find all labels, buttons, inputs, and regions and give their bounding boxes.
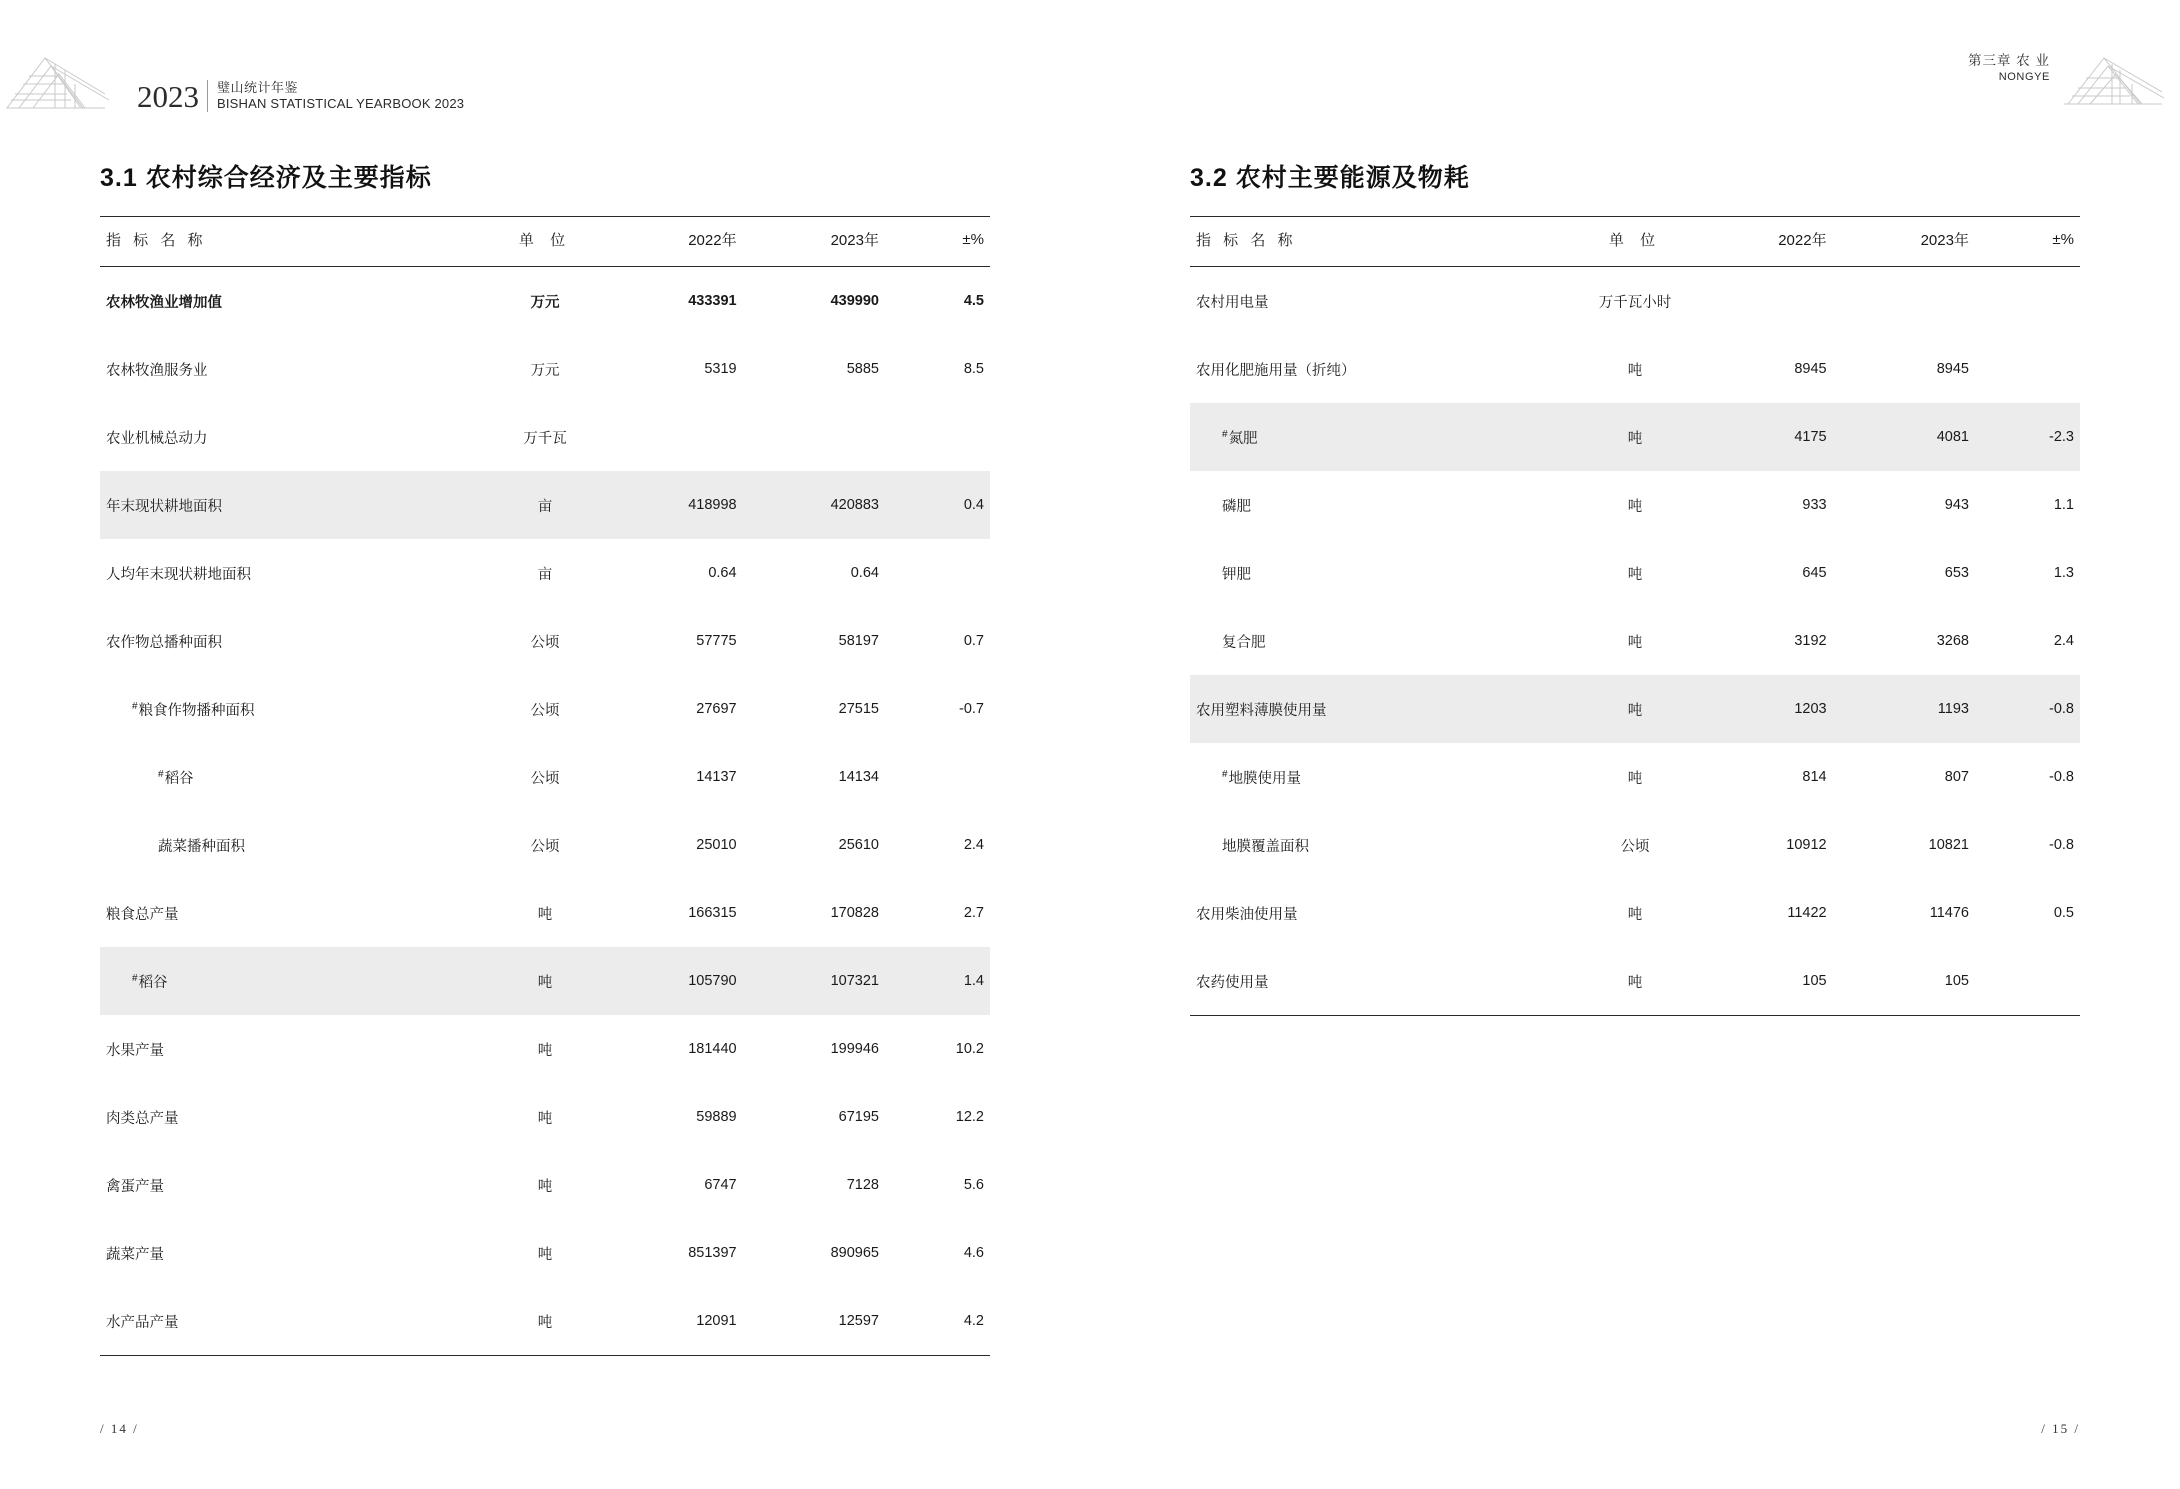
cell-2023: 170828 <box>830 905 879 921</box>
cell-2022: 166315 <box>688 905 737 921</box>
cell-2023: 58197 <box>838 633 879 649</box>
table-row <box>100 675 990 743</box>
cell-2023: 7128 <box>846 1177 879 1193</box>
cell-pct: 0.5 <box>2053 905 2074 921</box>
cell-indicator: #地膜使用量 <box>1222 768 1302 787</box>
masthead <box>100 50 464 112</box>
cell-indicator: #粮食作物播种面积 <box>132 700 255 719</box>
page-number-right: / 15 / <box>2041 1421 2080 1436</box>
page-header-right <box>1190 0 2080 120</box>
table-row <box>100 471 990 539</box>
cell-indicator: 农药使用量 <box>1196 974 1269 991</box>
table-row <box>100 539 990 607</box>
cell-2022 <box>616 403 758 471</box>
cell-2023: 807 <box>1944 769 1969 785</box>
table-row <box>100 1083 990 1151</box>
cell-pct: 2.4 <box>2053 633 2074 649</box>
cell-2022: 181440 <box>688 1041 737 1057</box>
cell-indicator: 农林牧渔业增加值 <box>106 294 222 311</box>
table-bottom-rule <box>100 1355 990 1356</box>
cell-unit: 吨 <box>1627 634 1643 651</box>
cell-unit: 吨 <box>537 1178 553 1195</box>
table-row <box>100 811 990 879</box>
cell-unit: 公顷 <box>1620 838 1650 855</box>
cell-pct: -0.8 <box>2049 769 2074 785</box>
cell-2023: 14134 <box>838 769 879 785</box>
table-row <box>1190 471 2080 539</box>
cell-unit: 公顷 <box>530 770 560 787</box>
table-row <box>1190 743 2080 811</box>
cell-2022: 59889 <box>696 1109 737 1125</box>
page-footer-left <box>100 1421 990 1437</box>
cell-pct: 0.4 <box>901 471 990 539</box>
building-logo-icon <box>2060 52 2170 108</box>
cell-2022: 12091 <box>696 1313 737 1329</box>
cell-unit: 吨 <box>1564 675 1706 743</box>
table-row <box>1190 879 2080 947</box>
chapter-title-en: NONGYE <box>1998 71 2050 84</box>
cell-2022: 27697 <box>696 701 737 717</box>
cell-indicator: #稻谷 <box>158 768 194 787</box>
cell-pct: 4.6 <box>963 1245 984 1261</box>
table-header-row <box>1190 217 2080 267</box>
cell-unit: 吨 <box>537 1246 553 1263</box>
cell-unit: 万千瓦小时 <box>1598 294 1672 311</box>
cell-2023: 107321 <box>759 947 901 1015</box>
table-row <box>1190 403 2080 471</box>
cell-unit: 吨 <box>537 1042 553 1059</box>
cell-2023: 1193 <box>1849 675 1991 743</box>
cell-2023: 653 <box>1944 565 1969 581</box>
cell-2022: 851397 <box>688 1245 737 1261</box>
section-title-right: 3.2 农村主要能源及物耗 <box>1190 164 1470 192</box>
table-row <box>1190 675 2080 743</box>
cell-2022: 1203 <box>1706 675 1848 743</box>
cell-indicator: 农用化肥施用量（折纯） <box>1196 362 1356 379</box>
table-header-row <box>100 217 990 267</box>
cell-indicator: 肉类总产量 <box>106 1110 179 1127</box>
cell-2022: 8945 <box>1794 361 1827 377</box>
cell-indicator: 水果产量 <box>106 1042 164 1059</box>
cell-indicator: 农林牧渔服务业 <box>106 362 208 379</box>
cell-2023: 4081 <box>1849 403 1991 471</box>
chapter-mark <box>1968 52 2080 108</box>
table-row <box>100 335 990 403</box>
cell-unit: 万元 <box>530 294 560 311</box>
cell-pct: 4.2 <box>963 1313 984 1329</box>
cell-pct: 12.2 <box>955 1109 984 1125</box>
section-title-left: 3.1 农村综合经济及主要指标 <box>100 164 432 192</box>
table-row <box>100 1151 990 1219</box>
masthead-year: 2023 <box>137 79 199 114</box>
cell-unit: 万元 <box>530 362 560 379</box>
cell-pct: 8.5 <box>963 361 984 377</box>
cell-indicator: 钾肥 <box>1222 566 1251 583</box>
cell-indicator: #稻谷 <box>100 947 474 1015</box>
table-row <box>100 743 990 811</box>
cell-unit: 吨 <box>1627 974 1643 991</box>
cell-indicator: 地膜覆盖面积 <box>1222 838 1309 855</box>
column-header-unit: 单 位 <box>474 217 616 267</box>
cell-2023: 105 <box>1944 973 1969 989</box>
masthead-title-en: BISHAN STATISTICAL YEARBOOK 2023 <box>217 95 465 111</box>
table-row <box>1190 539 2080 607</box>
cell-2022: 3192 <box>1794 633 1827 649</box>
column-header-2023: 2023年 <box>1849 217 1991 267</box>
table-row <box>100 947 990 1015</box>
cell-2022: 6747 <box>704 1177 737 1193</box>
cell-pct <box>901 403 990 471</box>
cell-2023: 420883 <box>759 471 901 539</box>
cell-2023 <box>1849 267 1991 336</box>
column-header-2023: 2023年 <box>759 217 901 267</box>
page-header-left <box>100 0 990 120</box>
cell-2023: 67195 <box>838 1109 879 1125</box>
column-header-indicator: 指 标 名 称 <box>100 217 474 267</box>
cell-pct <box>901 539 990 607</box>
table-row <box>100 403 990 471</box>
table-row <box>100 267 990 336</box>
cell-2022: 10912 <box>1786 837 1827 853</box>
chapter-title-cn: 第三章 农 业 <box>1967 53 2050 68</box>
cell-pct: 5.6 <box>963 1177 984 1193</box>
cell-unit: 吨 <box>474 947 616 1015</box>
cell-indicator: 人均年末现状耕地面积 <box>106 566 251 583</box>
cell-unit: 吨 <box>1564 403 1706 471</box>
cell-2023: 5885 <box>846 361 879 377</box>
cell-2022: 57775 <box>696 633 737 649</box>
cell-pct <box>901 743 990 811</box>
cell-2023: 11476 <box>1929 905 1969 921</box>
cell-2022 <box>1706 267 1848 336</box>
cell-indicator: 磷肥 <box>1222 498 1251 515</box>
table-row <box>1190 811 2080 879</box>
cell-indicator: 粮食总产量 <box>106 906 179 923</box>
column-header-pct: ±% <box>901 217 990 267</box>
cell-indicator: 农用柴油使用量 <box>1196 906 1298 923</box>
table-rural-energy <box>1190 216 2080 1015</box>
table-row <box>100 607 990 675</box>
cell-unit: 公顷 <box>530 838 560 855</box>
cell-unit: 吨 <box>1627 770 1643 787</box>
building-logo-icon <box>5 50 125 112</box>
cell-pct: 10.2 <box>955 1041 984 1057</box>
cell-pct: 2.7 <box>963 905 984 921</box>
cell-2022: 105790 <box>616 947 758 1015</box>
cell-pct: 2.4 <box>963 837 984 853</box>
cell-unit: 吨 <box>1627 566 1643 583</box>
cell-unit: 吨 <box>537 906 553 923</box>
table-row <box>1190 335 2080 403</box>
cell-2022: 14137 <box>696 769 737 785</box>
cell-unit: 吨 <box>537 1314 553 1331</box>
cell-2023: 3268 <box>1936 633 1969 649</box>
cell-2023: 943 <box>1944 497 1969 513</box>
cell-unit: 万千瓦 <box>523 430 567 447</box>
cell-2022: 418998 <box>616 471 758 539</box>
cell-pct: -0.8 <box>2049 837 2074 853</box>
cell-indicator: 蔬菜播种面积 <box>158 838 245 855</box>
cell-indicator: 农村用电量 <box>1196 294 1269 311</box>
cell-2022: 25010 <box>696 837 737 853</box>
cell-2023: 8945 <box>1936 361 1969 377</box>
cell-pct: 0.7 <box>963 633 984 649</box>
cell-2023: 0.64 <box>850 565 879 581</box>
cell-indicator: #氮肥 <box>1190 403 1564 471</box>
cell-unit: 吨 <box>537 1110 553 1127</box>
table-rural-economy <box>100 216 990 1355</box>
chapter-title <box>1968 52 2060 85</box>
table-row <box>1190 607 2080 675</box>
table-bottom-rule <box>1190 1015 2080 1016</box>
table-row <box>100 879 990 947</box>
cell-unit: 亩 <box>474 471 616 539</box>
cell-2023: 25610 <box>838 837 879 853</box>
cell-pct <box>1991 947 2080 1015</box>
cell-2022: 433391 <box>688 293 737 309</box>
cell-indicator: 农用塑料薄膜使用量 <box>1190 675 1564 743</box>
cell-pct <box>1991 335 2080 403</box>
column-header-indicator: 指 标 名 称 <box>1190 217 1564 267</box>
right-page <box>1090 0 2180 1489</box>
cell-pct: -0.7 <box>959 701 984 717</box>
cell-2022: 0.64 <box>708 565 737 581</box>
cell-2023: 890965 <box>830 1245 879 1261</box>
cell-2022: 5319 <box>704 361 737 377</box>
table-row <box>100 1287 990 1355</box>
cell-indicator: 复合肥 <box>1222 634 1266 651</box>
page-number-left: / 14 / <box>100 1421 139 1436</box>
page-footer-right <box>1190 1421 2080 1437</box>
cell-2023: 10821 <box>1928 837 1969 853</box>
cell-2022: 814 <box>1802 769 1827 785</box>
cell-indicator: 农作物总播种面积 <box>106 634 222 651</box>
cell-pct <box>1991 267 2080 336</box>
cell-indicator: 农业机械总动力 <box>106 430 208 447</box>
column-header-unit: 单 位 <box>1564 217 1706 267</box>
cell-indicator: 年末现状耕地面积 <box>100 471 474 539</box>
cell-unit: 公顷 <box>530 634 560 651</box>
cell-2023: 439990 <box>830 293 879 309</box>
column-header-pct: ±% <box>1991 217 2080 267</box>
cell-pct: 1.1 <box>2053 497 2074 513</box>
column-header-2022: 2022年 <box>1706 217 1848 267</box>
cell-2023: 27515 <box>838 701 879 717</box>
cell-2023: 199946 <box>830 1041 879 1057</box>
column-header-2022: 2022年 <box>616 217 758 267</box>
cell-unit: 吨 <box>1627 906 1643 923</box>
cell-unit: 亩 <box>537 566 553 583</box>
cell-pct: 1.3 <box>2053 565 2074 581</box>
cell-2022: 4175 <box>1706 403 1848 471</box>
table-row <box>100 1015 990 1083</box>
cell-pct: 4.5 <box>963 293 984 309</box>
cell-unit: 吨 <box>1627 362 1643 379</box>
cell-2022: 105 <box>1802 973 1827 989</box>
cell-2022: 11422 <box>1787 905 1827 921</box>
cell-2022: 645 <box>1802 565 1827 581</box>
cell-indicator: 蔬菜产量 <box>106 1246 164 1263</box>
masthead-title <box>207 80 464 113</box>
cell-2023: 12597 <box>838 1313 879 1329</box>
cell-indicator: 禽蛋产量 <box>106 1178 164 1195</box>
cell-pct: -0.8 <box>1991 675 2080 743</box>
cell-2023 <box>759 403 901 471</box>
cell-unit: 吨 <box>1627 498 1643 515</box>
cell-2022: 933 <box>1802 497 1827 513</box>
masthead-title-cn: 璧山统计年鉴 <box>217 79 299 95</box>
table-row <box>100 1219 990 1287</box>
table-row <box>1190 947 2080 1015</box>
cell-pct: -2.3 <box>1991 403 2080 471</box>
cell-unit: 公顷 <box>530 702 560 719</box>
cell-indicator: 水产品产量 <box>106 1314 179 1331</box>
cell-pct: 1.4 <box>901 947 990 1015</box>
table-row <box>1190 267 2080 336</box>
